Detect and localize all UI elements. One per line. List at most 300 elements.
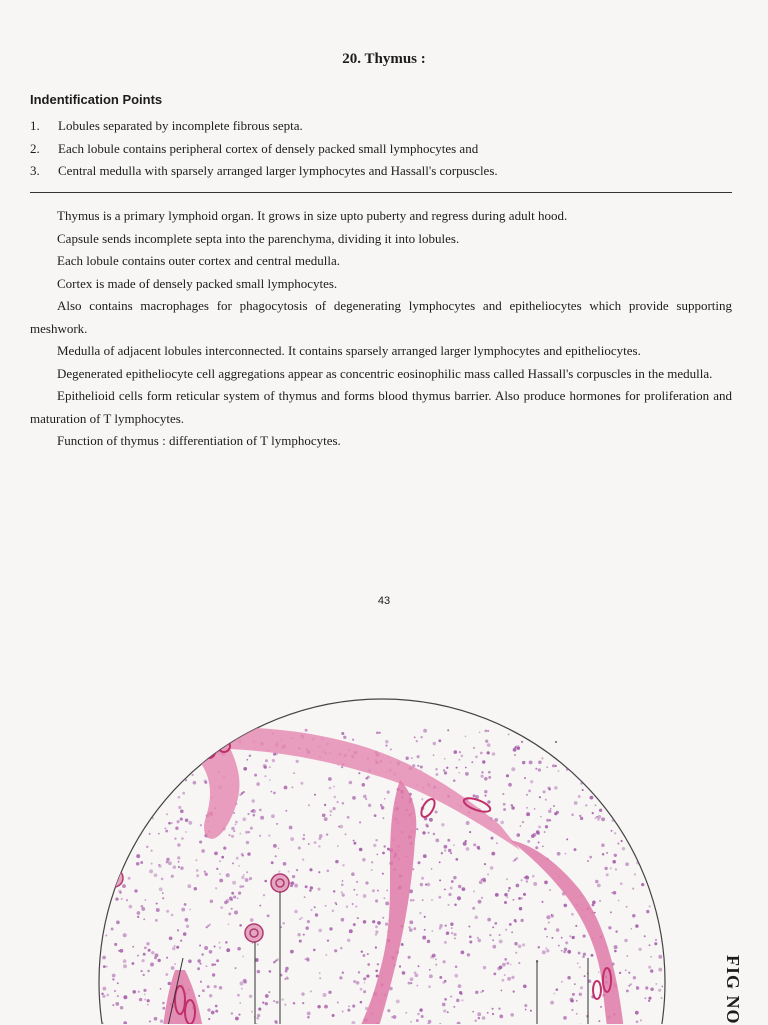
- lymphocyte-dot: [670, 911, 673, 914]
- lymphocyte-dot: [444, 845, 448, 849]
- lymphocyte-dot: [113, 775, 116, 778]
- lymphocyte-dot: [550, 808, 552, 810]
- lymphocyte-dot: [228, 912, 231, 915]
- lymphocyte-dot: [188, 821, 192, 825]
- lymphocyte-dot: [148, 949, 151, 952]
- lymphocyte-dot: [461, 951, 465, 955]
- lymphocyte-dot: [625, 862, 629, 866]
- lymphocyte-dot: [158, 802, 160, 804]
- lymphocyte-dot: [561, 937, 563, 939]
- lymphocyte-dot: [340, 825, 344, 829]
- lymphocyte-dot: [360, 1001, 363, 1004]
- lymphocyte-dot: [612, 743, 615, 746]
- lymphocyte-dot: [307, 920, 310, 923]
- lymphocyte-dot: [439, 976, 442, 979]
- lymphocyte-dot: [154, 956, 157, 959]
- lymphocyte-dot: [358, 772, 360, 774]
- list-text: Each lobule contains peripheral cortex of densely packed small lymphocytes and: [58, 139, 478, 162]
- lymphocyte-dot: [565, 941, 568, 944]
- lymphocyte-dot: [204, 873, 207, 876]
- lymphocyte-dot: [154, 873, 158, 877]
- lymphocyte-dot: [620, 775, 623, 778]
- lymphocyte-dot: [252, 799, 255, 802]
- lymphocyte-dot: [114, 990, 116, 992]
- lymphocyte-dot: [317, 888, 320, 891]
- lymphocyte-dot: [368, 804, 371, 807]
- lymphocyte-dot: [239, 833, 241, 835]
- lymphocyte-dot: [416, 740, 418, 742]
- lymphocyte-dot: [310, 886, 313, 889]
- lymphocyte-dot: [520, 919, 523, 922]
- lymphocyte-dot: [499, 934, 501, 936]
- lymphocyte-dot: [635, 849, 639, 853]
- lymphocyte-dot: [359, 848, 363, 852]
- lymphocyte-dot: [637, 748, 639, 750]
- lymphocyte-dot: [356, 981, 360, 985]
- lymphocyte-dot: [132, 806, 135, 809]
- lymphocyte-dot: [550, 1001, 554, 1005]
- lymphocyte-dot: [187, 884, 191, 888]
- lymphocyte-dot: [291, 881, 295, 885]
- lymphocyte-dot: [592, 738, 594, 740]
- lymphocyte-dot: [219, 873, 221, 875]
- lymphocyte-dot: [302, 1002, 304, 1004]
- lymphocyte-dot: [490, 866, 494, 870]
- lymphocyte-dot: [474, 1019, 476, 1021]
- lymphocyte-dot: [626, 768, 630, 772]
- lymphocyte-dot: [479, 731, 481, 733]
- lymphocyte-dot: [124, 783, 126, 785]
- lymphocyte-dot: [433, 754, 435, 756]
- lymphocyte-dot: [265, 994, 269, 998]
- lymphocyte-dot: [614, 945, 618, 949]
- lymphocyte-dot: [625, 805, 627, 807]
- lymphocyte-dot: [226, 873, 230, 877]
- lymphocyte-dot: [481, 771, 483, 773]
- lymphocyte-dot: [147, 999, 150, 1002]
- lymphocyte-dot: [219, 947, 221, 949]
- lymphocyte-dot: [102, 956, 106, 960]
- lymphocyte-dot: [487, 751, 490, 754]
- lymphocyte-dot: [204, 742, 207, 745]
- lymphocyte-dot: [393, 1015, 397, 1019]
- lymphocyte-dot: [361, 783, 365, 787]
- lymphocyte-dot: [314, 794, 316, 796]
- lymphocyte-dot: [329, 927, 332, 930]
- lymphocyte-dot: [102, 987, 106, 991]
- lymphocyte-dot: [141, 907, 145, 911]
- lymphocyte-dot: [478, 1017, 480, 1019]
- lymphocyte-dot: [207, 985, 210, 988]
- lymphocyte-dot: [456, 767, 458, 769]
- lymphocyte-dot: [549, 889, 551, 891]
- lymphocyte-dot: [601, 817, 605, 821]
- lymphocyte-dot: [416, 828, 418, 830]
- lymphocyte-dot: [168, 757, 171, 760]
- lymphocyte-dot: [521, 897, 523, 899]
- lymphocyte-dot: [238, 1014, 240, 1016]
- lymphocyte-dot: [264, 775, 266, 777]
- lymphocyte-dot: [307, 1011, 311, 1015]
- lymphocyte-dot: [108, 740, 112, 744]
- paragraph: Degenerated epitheliocyte cell aggregations appear as concentric eosinophilic mass called Hassall's corpuscles in the medulla.: [30, 363, 732, 386]
- lymphocyte-dot: [366, 974, 369, 977]
- lymphocyte-dot: [135, 769, 139, 773]
- lymphocyte-dot: [281, 998, 283, 1000]
- lymphocyte-dot: [674, 991, 677, 994]
- lymphocyte-dot: [671, 952, 675, 956]
- lymphocyte-dot: [522, 943, 525, 946]
- lymphocyte-dot: [177, 856, 180, 859]
- lymphocyte-dot: [416, 1019, 419, 1022]
- lymphocyte-dot: [231, 835, 234, 838]
- lymphocyte-dot: [597, 883, 601, 887]
- lymphocyte-dot: [200, 824, 202, 826]
- lymphocyte-dot: [641, 729, 644, 732]
- lymphocyte-dot: [215, 1005, 218, 1008]
- lymphocyte-dot: [592, 812, 594, 814]
- lymphocyte-dot: [310, 990, 312, 992]
- lymphocyte-dot: [333, 786, 335, 788]
- lymphocyte-dot: [341, 918, 345, 922]
- lymphocyte-dot: [644, 935, 646, 937]
- lymphocyte-dot: [151, 863, 153, 865]
- lymphocyte-dot: [128, 834, 130, 836]
- lymphocyte-dot: [546, 766, 548, 768]
- lymphocyte-dot: [300, 782, 303, 785]
- lymphocyte-dot: [176, 946, 179, 949]
- lymphocyte-dot: [170, 779, 174, 783]
- lymphocyte-dot: [183, 932, 187, 936]
- lymphocyte-dot: [333, 807, 336, 810]
- lymphocyte-dot: [146, 942, 149, 945]
- lymphocyte-dot: [417, 1013, 420, 1016]
- lymphocyte-dot: [615, 738, 617, 740]
- lymphocyte-dot: [101, 902, 104, 905]
- lymphocyte-dot: [231, 908, 233, 910]
- lymphocyte-dot: [153, 759, 156, 762]
- lymphocyte-dot: [200, 743, 204, 747]
- lymphocyte-dot: [104, 897, 107, 900]
- lymphocyte-dot: [226, 899, 230, 903]
- lymphocyte-dot: [176, 732, 179, 735]
- lymphocyte-dot: [559, 748, 562, 751]
- lymphocyte-dot: [180, 867, 183, 870]
- lymphocyte-dot: [666, 781, 670, 785]
- lymphocyte-dot: [208, 1018, 210, 1020]
- lymphocyte-dot: [211, 1011, 215, 1015]
- lymphocyte-dot: [584, 975, 586, 977]
- lymphocyte-dot: [480, 991, 482, 993]
- lymphocyte-dot: [599, 900, 601, 902]
- divider: [30, 192, 732, 193]
- lymphocyte-dot: [567, 950, 571, 954]
- lymphocyte-dot: [492, 939, 494, 941]
- lymphocyte-dot: [318, 845, 321, 848]
- lymphocyte-dot: [136, 836, 138, 838]
- lymphocyte-dot: [444, 998, 447, 1001]
- lymphocyte-dot: [665, 905, 668, 908]
- lymphocyte-dot: [439, 861, 441, 863]
- lymphocyte-dot: [215, 1010, 218, 1013]
- lymphocyte-dot: [513, 899, 515, 901]
- lymphocyte-dot: [197, 740, 199, 742]
- lymphocyte-dot: [187, 739, 190, 742]
- lymphocyte-dot: [451, 927, 453, 929]
- lymphocyte-dot: [591, 954, 594, 957]
- lymphocyte-dot: [214, 852, 218, 856]
- lymphocyte-dot: [301, 992, 304, 995]
- lymphocyte-dot: [673, 856, 677, 860]
- lymphocyte-dot: [641, 883, 644, 886]
- lymphocyte-dot: [644, 997, 646, 999]
- lymphocyte-dot: [414, 736, 416, 738]
- lymphocyte-dot: [514, 919, 517, 922]
- lymphocyte-dot: [353, 840, 355, 842]
- lymphocyte-dot: [556, 988, 559, 991]
- lymphocyte-dot: [363, 954, 366, 957]
- lymphocyte-dot: [355, 905, 357, 907]
- lymphocyte-dot: [182, 792, 185, 795]
- lymphocyte-dot: [364, 982, 366, 984]
- lymphocyte-dot: [162, 1007, 165, 1010]
- lymphocyte-dot: [447, 904, 449, 906]
- lymphocyte-dot: [231, 1012, 233, 1014]
- lymphocyte-dot: [314, 906, 316, 908]
- lymphocyte-dot: [580, 986, 583, 989]
- lymphocyte-dot: [112, 835, 116, 839]
- lymphocyte-dot: [435, 768, 438, 771]
- lymphocyte-dot: [485, 740, 488, 743]
- lymphocyte-dot: [600, 1006, 602, 1008]
- lymphocyte-dot: [463, 842, 467, 846]
- lymphocyte-dot: [439, 879, 441, 881]
- lymphocyte-dot: [126, 808, 129, 811]
- lymphocyte-dot: [524, 777, 526, 779]
- lymphocyte-dot: [168, 822, 171, 825]
- lymphocyte-dot: [328, 991, 331, 994]
- lymphocyte-dot: [336, 903, 338, 905]
- lymphocyte-dot: [371, 861, 374, 864]
- lymphocyte-dot: [654, 750, 657, 753]
- lymphocyte-dot: [302, 838, 305, 841]
- lymphocyte-dot: [413, 927, 416, 930]
- lymphocyte-dot: [360, 988, 363, 991]
- lymphocyte-dot: [514, 859, 516, 861]
- lymphocyte-dot: [509, 923, 512, 926]
- lymphocyte-dot: [325, 905, 327, 907]
- lymphocyte-dot: [499, 965, 503, 969]
- lymphocyte-dot: [508, 733, 510, 735]
- lymphocyte-dot: [643, 735, 645, 737]
- lymphocyte-dot: [109, 850, 111, 852]
- lymphocyte-dot: [631, 737, 633, 739]
- lymphocyte-dot: [436, 773, 439, 776]
- lymphocyte-dot: [140, 796, 142, 798]
- lymphocyte-dot: [471, 761, 473, 763]
- lymphocyte-dot: [292, 875, 295, 878]
- lymphocyte-dot: [382, 873, 384, 875]
- lymphocyte-dot: [136, 732, 139, 735]
- lymphocyte-dot: [551, 914, 554, 917]
- lymphocyte-dot: [305, 729, 308, 732]
- lymphocyte-dot: [506, 774, 509, 777]
- lymphocyte-dot: [158, 833, 160, 835]
- lymphocyte-dot: [219, 860, 221, 862]
- lymphocyte-dot: [536, 830, 540, 834]
- lymphocyte-dot: [493, 973, 496, 976]
- lymphocyte-dot: [154, 1017, 158, 1021]
- lymphocyte-dot: [139, 998, 142, 1001]
- lymphocyte-dot: [367, 953, 369, 955]
- lymphocyte-dot: [322, 814, 326, 818]
- lymphocyte-dot: [592, 901, 596, 905]
- lymphocyte-dot: [161, 744, 164, 747]
- lymphocyte-dot: [171, 914, 174, 917]
- lymphocyte-dot: [341, 732, 344, 735]
- lymphocyte-dot: [598, 971, 600, 973]
- lymphocyte-dot: [155, 919, 158, 922]
- lymphocyte-dot: [670, 924, 673, 927]
- lymphocyte-dot: [475, 991, 478, 994]
- lymphocyte-dot: [349, 781, 353, 785]
- list-text: Central medulla with sparsely arranged larger lymphocytes and Hassall's corpuscles.: [58, 161, 498, 184]
- lymphocyte-dot: [660, 775, 663, 778]
- lymphocyte-dot: [590, 796, 594, 800]
- lymphocyte-dot: [649, 798, 652, 801]
- lymphocyte-dot: [504, 893, 507, 896]
- lymphocyte-dot: [632, 914, 636, 918]
- list-item: [30, 161, 730, 184]
- lymphocyte-dot: [204, 946, 208, 950]
- lymphocyte-dot: [483, 879, 486, 882]
- lymphocyte-dot: [538, 760, 542, 764]
- lymphocyte-dot: [193, 781, 197, 785]
- lymphocyte-dot: [235, 967, 237, 969]
- lymphocyte-dot: [349, 929, 353, 933]
- lymphocyte-dot: [524, 1004, 527, 1007]
- lymphocyte-dot: [387, 1009, 390, 1012]
- lymphocyte-dot: [337, 1002, 339, 1004]
- lymphocyte-dot: [156, 903, 158, 905]
- lymphocyte-dot: [259, 905, 261, 907]
- lymphocyte-dot: [103, 787, 105, 789]
- lymphocyte-dot: [111, 928, 114, 931]
- lymphocyte-dot: [250, 827, 253, 830]
- lymphocyte-dot: [454, 938, 456, 940]
- lymphocyte-dot: [616, 802, 619, 805]
- lymphocyte-dot: [347, 939, 350, 942]
- lymphocyte-dot: [506, 878, 508, 880]
- lymphocyte-dot: [444, 849, 446, 851]
- lymphocyte-dot: [249, 755, 252, 758]
- lymphocyte-dot: [485, 795, 487, 797]
- lymphocyte-dot: [171, 783, 173, 785]
- lymphocyte-dot: [583, 935, 586, 938]
- lymphocyte-dot: [353, 842, 356, 845]
- lymphocyte-dot: [177, 843, 181, 847]
- lymphocyte-dot: [503, 808, 506, 811]
- lymphocyte-dot: [660, 773, 662, 775]
- lymphocyte-dot: [580, 782, 582, 784]
- lymphocyte-dot: [149, 1020, 151, 1022]
- lymphocyte-dot: [446, 932, 449, 935]
- paragraph: Also contains macrophages for phagocytosis of degenerating lymphocytes and epitheliocytes which provide supporting meshwork.: [30, 295, 732, 340]
- lymphocyte-dot: [309, 868, 312, 871]
- lymphocyte-dot: [478, 847, 481, 850]
- lymphocyte-dot: [558, 733, 561, 736]
- lymphocyte-dot: [160, 988, 162, 990]
- lymphocyte-dot: [112, 978, 114, 980]
- lymphocyte-dot: [174, 945, 176, 947]
- lymphocyte-dot: [385, 740, 389, 744]
- lymphocyte-dot: [458, 772, 460, 774]
- lymphocyte-dot: [445, 925, 447, 927]
- lymphocyte-dot: [342, 880, 344, 882]
- lymphocyte-dot: [375, 899, 378, 902]
- lymphocyte-dot: [640, 1019, 642, 1021]
- lymphocyte-dot: [383, 897, 385, 899]
- lymphocyte-dot: [507, 977, 511, 981]
- lymphocyte-dot: [325, 954, 327, 956]
- lymphocyte-dot: [123, 964, 127, 968]
- lymphocyte-dot: [165, 830, 168, 833]
- lymphocyte-dot: [101, 993, 103, 995]
- lymphocyte-dot: [642, 794, 646, 798]
- lymphocyte-dot: [451, 932, 453, 934]
- lymphocyte-dot: [314, 841, 317, 844]
- lymphocyte-dot: [144, 993, 146, 995]
- lymphocyte-dot: [662, 753, 666, 757]
- lymphocyte-dot: [655, 939, 657, 941]
- lymphocyte-dot: [150, 963, 154, 967]
- lymphocyte-dot: [466, 821, 470, 825]
- lymphocyte-dot: [385, 901, 389, 905]
- lymphocyte-dot: [371, 869, 373, 871]
- lymphocyte-dot: [161, 878, 164, 881]
- lymphocyte-dot: [542, 950, 546, 954]
- lymphocyte-dot: [523, 893, 526, 896]
- lymphocyte-dot: [435, 959, 437, 961]
- lymphocyte-dot: [265, 759, 268, 762]
- body-text: [30, 205, 732, 453]
- lymphocyte-dot: [267, 914, 270, 917]
- lymphocyte-dot: [138, 991, 140, 993]
- lymphocyte-dot: [538, 946, 541, 949]
- paragraph: Function of thymus : differentiation of T lymphocytes.: [30, 430, 732, 453]
- lymphocyte-dot: [504, 958, 507, 961]
- lymphocyte-dot: [461, 755, 464, 758]
- lymphocyte-dot: [113, 832, 116, 835]
- lymphocyte-dot: [239, 1002, 241, 1004]
- lymphocyte-dot: [169, 936, 173, 940]
- lymphocyte-dot: [492, 1008, 494, 1010]
- lymphocyte-dot: [610, 911, 612, 913]
- lymphocyte-dot: [460, 993, 463, 996]
- lymphocyte-dot: [342, 864, 345, 867]
- lymphocyte-dot: [442, 1003, 446, 1007]
- lymphocyte-dot: [137, 746, 140, 749]
- lymphocyte-dot: [408, 956, 411, 959]
- lymphocyte-dot: [375, 969, 378, 972]
- lymphocyte-dot: [658, 968, 662, 972]
- lymphocyte-dot: [538, 825, 541, 828]
- lymphocyte-dot: [250, 918, 254, 922]
- lymphocyte-dot: [246, 871, 248, 873]
- lymphocyte-dot: [342, 972, 344, 974]
- lymphocyte-dot: [443, 1009, 446, 1012]
- lymphocyte-dot: [110, 831, 112, 833]
